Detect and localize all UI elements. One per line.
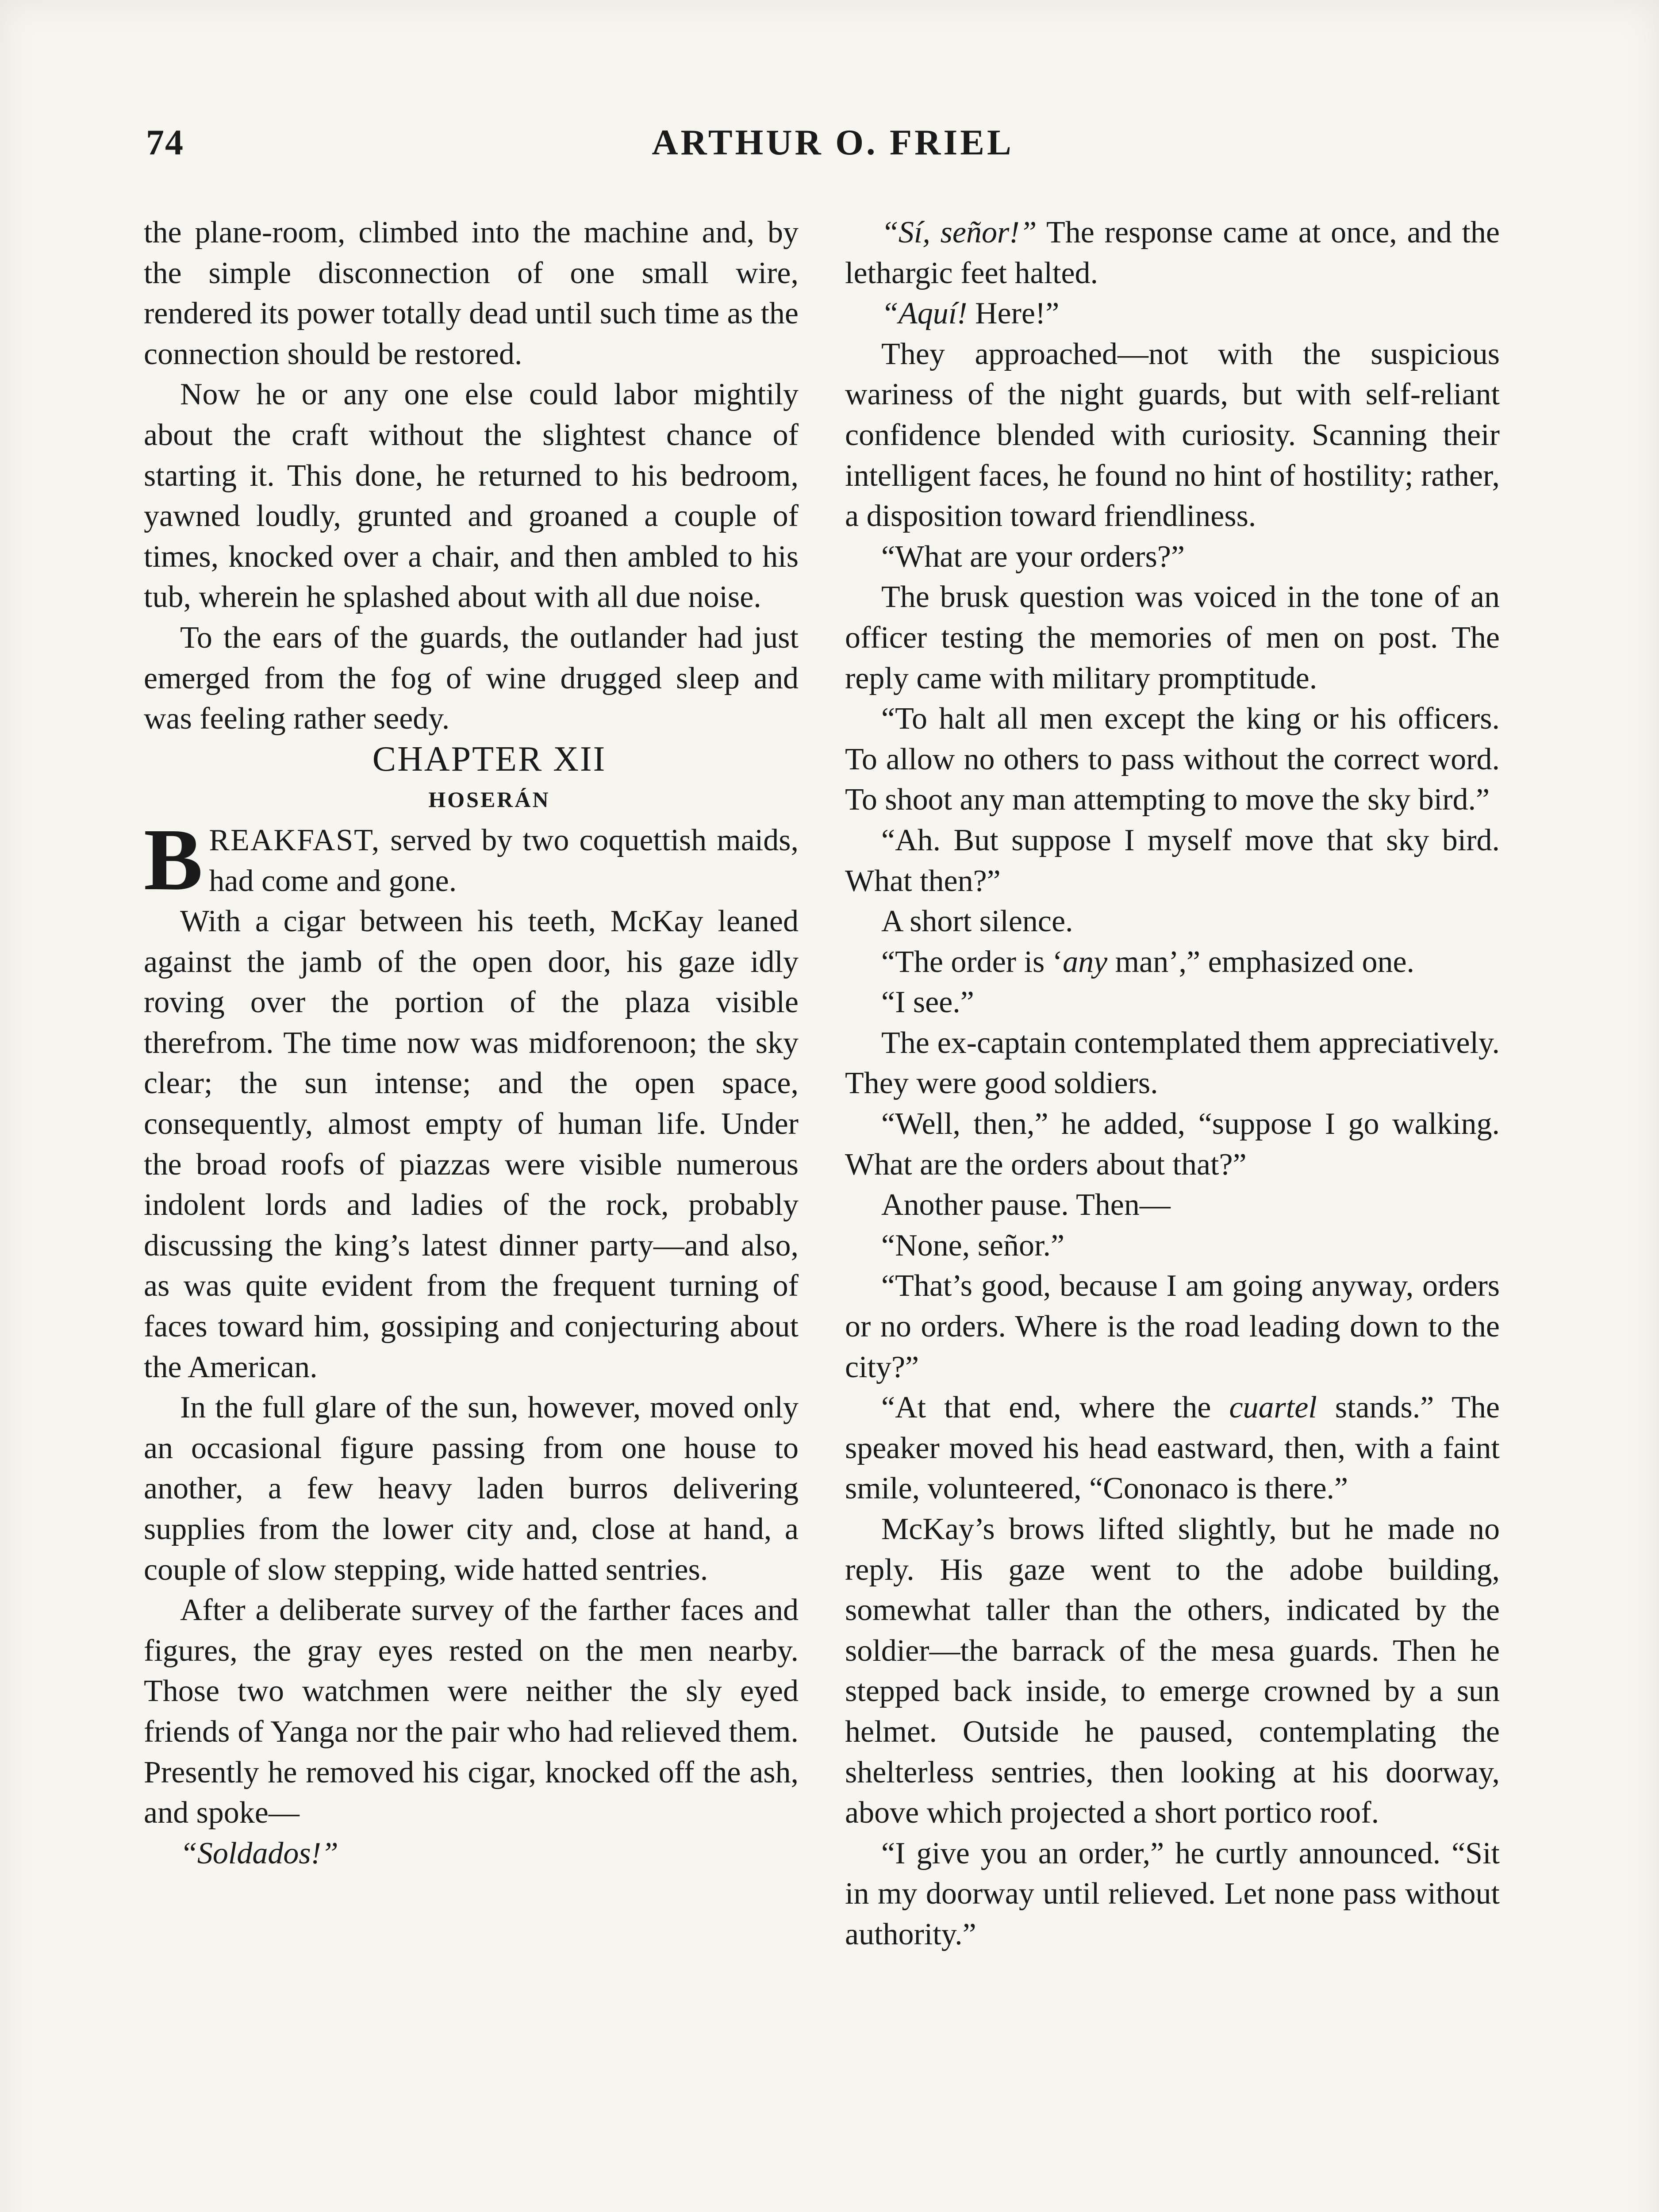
lead-caps: REAKFAST,	[209, 823, 380, 857]
paragraph: With a cigar between his teeth, McKay leaned against the jamb of the open door, his gaze idly roving over the portion of the plaza visible therefrom. The time now was midforenoon; the sky clear; the sun intense; and the open space, consequently, almost empty of human life. Under the broad roofs of piazzas were visible numerous indolent lords and ladies of the rock, probably discussing the king’s latest dinner party—and also, as was quite evident from the frequent turning of faces toward him, gossiping and conjecturing about the American.	[144, 904, 799, 1384]
paragraph-text: The response came at once, and the lethargic feet halted.	[845, 215, 1500, 290]
page-header	[146, 122, 1520, 179]
paragraph: The ex-captain contemplated them appreciatively. They were good soldiers.	[845, 1025, 1500, 1101]
paragraph-text: man’,” emphasized one.	[1107, 945, 1415, 979]
paragraph: “Well, then,” he added, “suppose I go walking. What are the orders about that?”	[845, 1107, 1500, 1182]
paragraph: Now he or any one else could labor mightily about the craft without the slightest chance of starting it. This done, he returned to his bedroom, yawned loudly, grunted and groaned a couple of times, knocked over a chair, and then ambled to his tub, wherein he splashed about with all due noise.	[144, 377, 799, 614]
right-column	[845, 212, 1500, 1955]
paragraph: the plane-room, climbed into the machine and, by the simple disconnection of one small wire, rendered its power totally dead until such time as the connection should be restored.	[144, 215, 799, 371]
paragraph	[845, 1387, 1500, 1509]
paragraph	[845, 293, 1500, 334]
paragraph-text: “At that end, where the	[881, 1390, 1229, 1425]
running-head: ARTHUR O. FRIEL	[652, 122, 1014, 162]
italic-dialogue: “Sí, señor!”	[881, 215, 1037, 250]
paragraph: Another pause. Then—	[881, 1188, 1171, 1222]
paragraph: In the full glare of the sun, however, moved only an occasional figure passing from one house to another, a few heavy laden burros delivering supplies from the lower city and, close at hand, a couple of slow stepping, wide hatted sentries.	[144, 1390, 799, 1587]
paragraph: “I give you an order,” he curtly announced. “Sit in my doorway until relieved. Let none pass without authority.”	[845, 1836, 1500, 1951]
left-column	[144, 212, 799, 1874]
paragraph: To the ears of the guards, the outlander had just emerged from the fog of wine drugged sleep and was feeling rather seedy.	[144, 620, 799, 736]
italic-dialogue: “Soldados!”	[180, 1836, 338, 1870]
paragraph: “That’s good, because I am going anyway, orders or no orders. Where is the road leading down to the city?”	[845, 1269, 1500, 1384]
paragraph-text: Here!”	[967, 296, 1060, 331]
paragraph: “What are your orders?”	[881, 539, 1185, 574]
page-number: 74	[146, 122, 184, 162]
paragraph-text: served by two coquettish maids, had come and gone.	[209, 823, 799, 898]
paragraph: After a deliberate survey of the farther faces and figures, the gray eyes rested on the men nearby. Those two watchmen were neither the sly eyed friends of Yanga nor the pair who had relieved them. Presently he removed his cigar, knocked off the ash, and spoke—	[144, 1593, 799, 1830]
italic-word: cuartel	[1229, 1390, 1317, 1425]
paragraph: “Ah. But suppose I myself move that sky bird. What then?”	[845, 823, 1500, 898]
paragraph: “I see.”	[881, 985, 974, 1020]
italic-dialogue: “Aquí!	[881, 296, 968, 331]
paragraph: “To halt all men except the king or his officers. To allow no others to pass without the correct word. To shoot any man attempting to move the sky bird.”	[845, 702, 1500, 817]
paragraph: The brusk question was voiced in the tone of an officer testing the memories of men on post. The reply came with military promptitude.	[845, 580, 1500, 695]
chapter-subtitle: HOSERÁN	[428, 787, 550, 812]
paragraph: They approached—not with the suspicious wariness of the night guards, but with self-reliant confidence blended with curiosity. Scanning their intelligent faces, he found no hint of hostility; rather, a disposition toward friendliness.	[845, 337, 1500, 534]
paragraph-text: “The order is ‘	[881, 945, 1063, 979]
chapter-opening-paragraph	[144, 810, 799, 909]
chapter-title: CHAPTER XII	[372, 739, 607, 779]
paragraph: McKay’s brows lifted slightly, but he made no reply. His gaze went to the adobe building, somewhat taller than the others, indicated by the soldier—the barrack of the mesa guards. Then he stepped back inside, to emerge crowned by a sun helmet. Outside he paused, contemplating the shelterless sentries, then looking at his doorway, above which projected a short portico roof.	[845, 1512, 1500, 1830]
paragraph	[845, 942, 1500, 983]
drop-cap: B	[144, 810, 203, 909]
paragraph	[845, 212, 1500, 293]
italic-word: any	[1063, 945, 1108, 979]
paragraph: A short silence.	[881, 904, 1073, 939]
paragraph	[144, 1833, 799, 1874]
paragraph-text: stands.” The speaker moved his head eastward, then, with a faint smile, volunteered, “Cononaco is there.”	[845, 1390, 1500, 1506]
paragraph: “None, señor.”	[881, 1228, 1065, 1263]
